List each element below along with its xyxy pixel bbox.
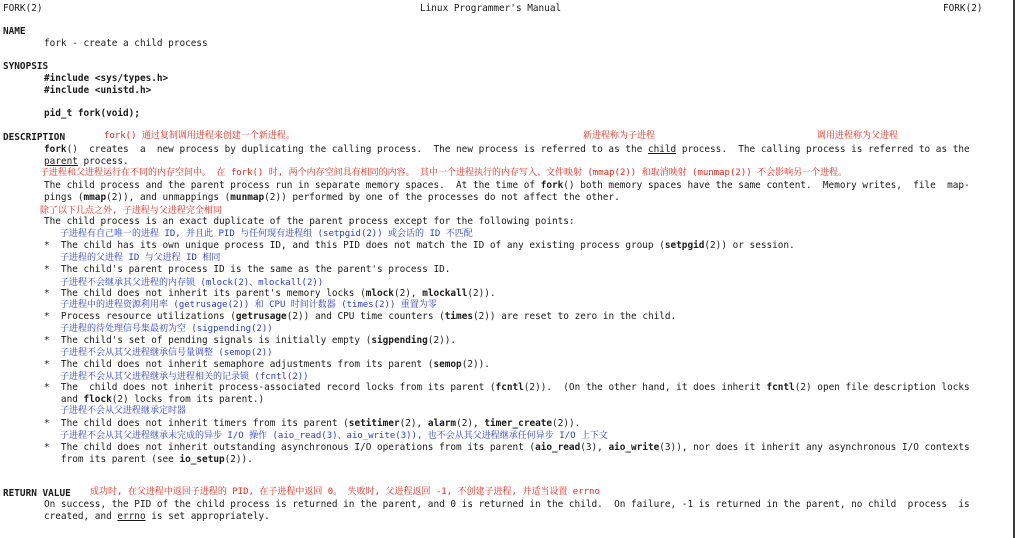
desc-bullet-1: * The child has its own unique process ID, and this PID does not match the ID of any existing process group (setpgid(2)) or session. — [44, 240, 795, 251]
desc-bullet-4: * Process resource utilizations (getrusage(2)) and CPU time counters (times(2)) are reset to zero in the child. — [44, 311, 677, 322]
desc-bullet-5: * The child's set of pending signals is initially empty (sigpending(2)). — [44, 335, 457, 346]
desc-para3: The child process is an exact duplicate of the parent process except for the following points: — [44, 216, 575, 227]
section-return-value-heading: RETURN VALUE — [3, 488, 71, 499]
section-description-heading: DESCRIPTION — [3, 132, 66, 143]
synopsis-prototype: pid_t fork(void); — [44, 108, 140, 119]
header-right: FORK(2) — [943, 3, 983, 14]
annotation-bullet-5: 子进程的待处理信号集最初为空 (sigpending(2)) — [60, 324, 273, 334]
annotation-parent: 调用进程称为父进程 — [817, 131, 899, 141]
annotation-except: 除了以下几点之外, 子进程与父进程完全相同 — [40, 206, 222, 216]
annotation-bullet-2: 子进程的父进程 ID 与父进程 ID 相同 — [60, 253, 221, 263]
desc-bullet-7-line1: * The child does not inherit process-associated record locks from its parent (fcntl(2)). (On the other hand, it does inherit fcntl(2) open file description locks — [44, 382, 970, 393]
annotation-memory: 子进程和父进程运行在不同的内存空间中。 在 fork() 时, 两个内存空间具有相同的内容。 其中一个进程执行的内存写入、文件映射 (mmap(2)) 和取消映射 (munmap(2)) 不会影响另一个进程。 — [40, 168, 848, 178]
annotation-bullet-1: 子进程有自己唯一的进程 ID, 并且此 PID 与任何现有进程组 (setpgid(2)) 或会话的 ID 不匹配 — [60, 229, 473, 239]
annotation-return-value: 成功时, 在父进程中返回子进程的 PID, 在子进程中返回 0。 失败时, 父进程返回 -1, 不创建子进程, 并适当设置 errno — [90, 487, 600, 497]
annotation-bullet-8: 子进程不会从父进程继承定时器 — [60, 406, 187, 416]
desc-para2-line1: The child process and the parent process run in separate memory spaces. At the time of fork() both memory spaces have the same content. Memory writes, file map‐ — [44, 180, 970, 191]
desc-para2-line2: pings (mmap(2)), and unmappings (munmap(2)) performed by one of the processes do not affect the other. — [44, 192, 620, 203]
annotation-child: 新进程称为子进程 — [583, 131, 656, 141]
header-center: Linux Programmer's Manual — [420, 3, 562, 14]
section-synopsis-heading: SYNOPSIS — [3, 61, 49, 72]
name-text: fork - create a child process — [44, 38, 208, 49]
desc-bullet-8: * The child does not inherit timers from its parent (setitimer(2), alarm(2), timer_create(2)). — [44, 418, 581, 429]
annotation-bullet-3: 子进程不会继承其父进程的内存锁 (mlock(2)、mlockall(2)) — [60, 278, 324, 288]
desc-para1-line2: parent process. — [44, 156, 129, 167]
annotation-bullet-9: 子进程不会从其父进程继承未完成的异步 I/O 操作 (aio_read(3)、aio_write(3)), 也不会从其父进程继承任何异步 I/O 上下文 — [60, 431, 608, 441]
annotation-fork: fork() 通过复制调用进程来创建一个新进程。 — [104, 131, 295, 141]
desc-bullet-9-line2: from its parent (see io_setup(2)). — [44, 454, 253, 465]
synopsis-include-1: #include <sys/types.h> — [44, 73, 169, 84]
return-value-line1: On success, the PID of the child process is returned in the parent, and 0 is returned in the child. On failure, -1 is returned in the parent, no child process is — [44, 499, 970, 510]
return-value-line2: created, and errno is set appropriately. — [44, 511, 270, 522]
desc-bullet-7-line2: and flock(2) locks from its parent.) — [44, 394, 265, 405]
desc-bullet-3: * The child does not inherit its parent's memory locks (mlock(2), mlockall(2)). — [44, 288, 496, 299]
desc-bullet-9-line1: * The child does not inherit outstanding asynchronous I/O operations from its parent (aio_read(3), aio_write(3)), nor does it inherit any asynchronous I/O contexts — [44, 442, 970, 453]
annotation-bullet-4: 子进程中的进程资源利用率 (getrusage(2)) 和 CPU 时间计数器 (times(2)) 重置为零 — [60, 300, 437, 310]
section-name-heading: NAME — [3, 26, 26, 37]
desc-bullet-6: * The child does not inherit semaphore adjustments from its parent (semop(2)). — [44, 359, 490, 370]
desc-bullet-2: * The child's parent process ID is the same as the parent's process ID. — [44, 264, 451, 275]
header-left: FORK(2) — [3, 3, 43, 14]
synopsis-include-2: #include <unistd.h> — [44, 85, 152, 96]
desc-para1-line1: fork() creates a new process by duplicating the calling process. The new process is referred to as the child process. The calling process is referred to as the — [44, 144, 970, 155]
annotation-bullet-6: 子进程不会从其父进程继承信号量调整 (semop(2)) — [60, 348, 273, 358]
annotation-bullet-7: 子进程不会从其父进程继承与进程相关的记录锁 (fcntl(2)) — [60, 372, 309, 382]
